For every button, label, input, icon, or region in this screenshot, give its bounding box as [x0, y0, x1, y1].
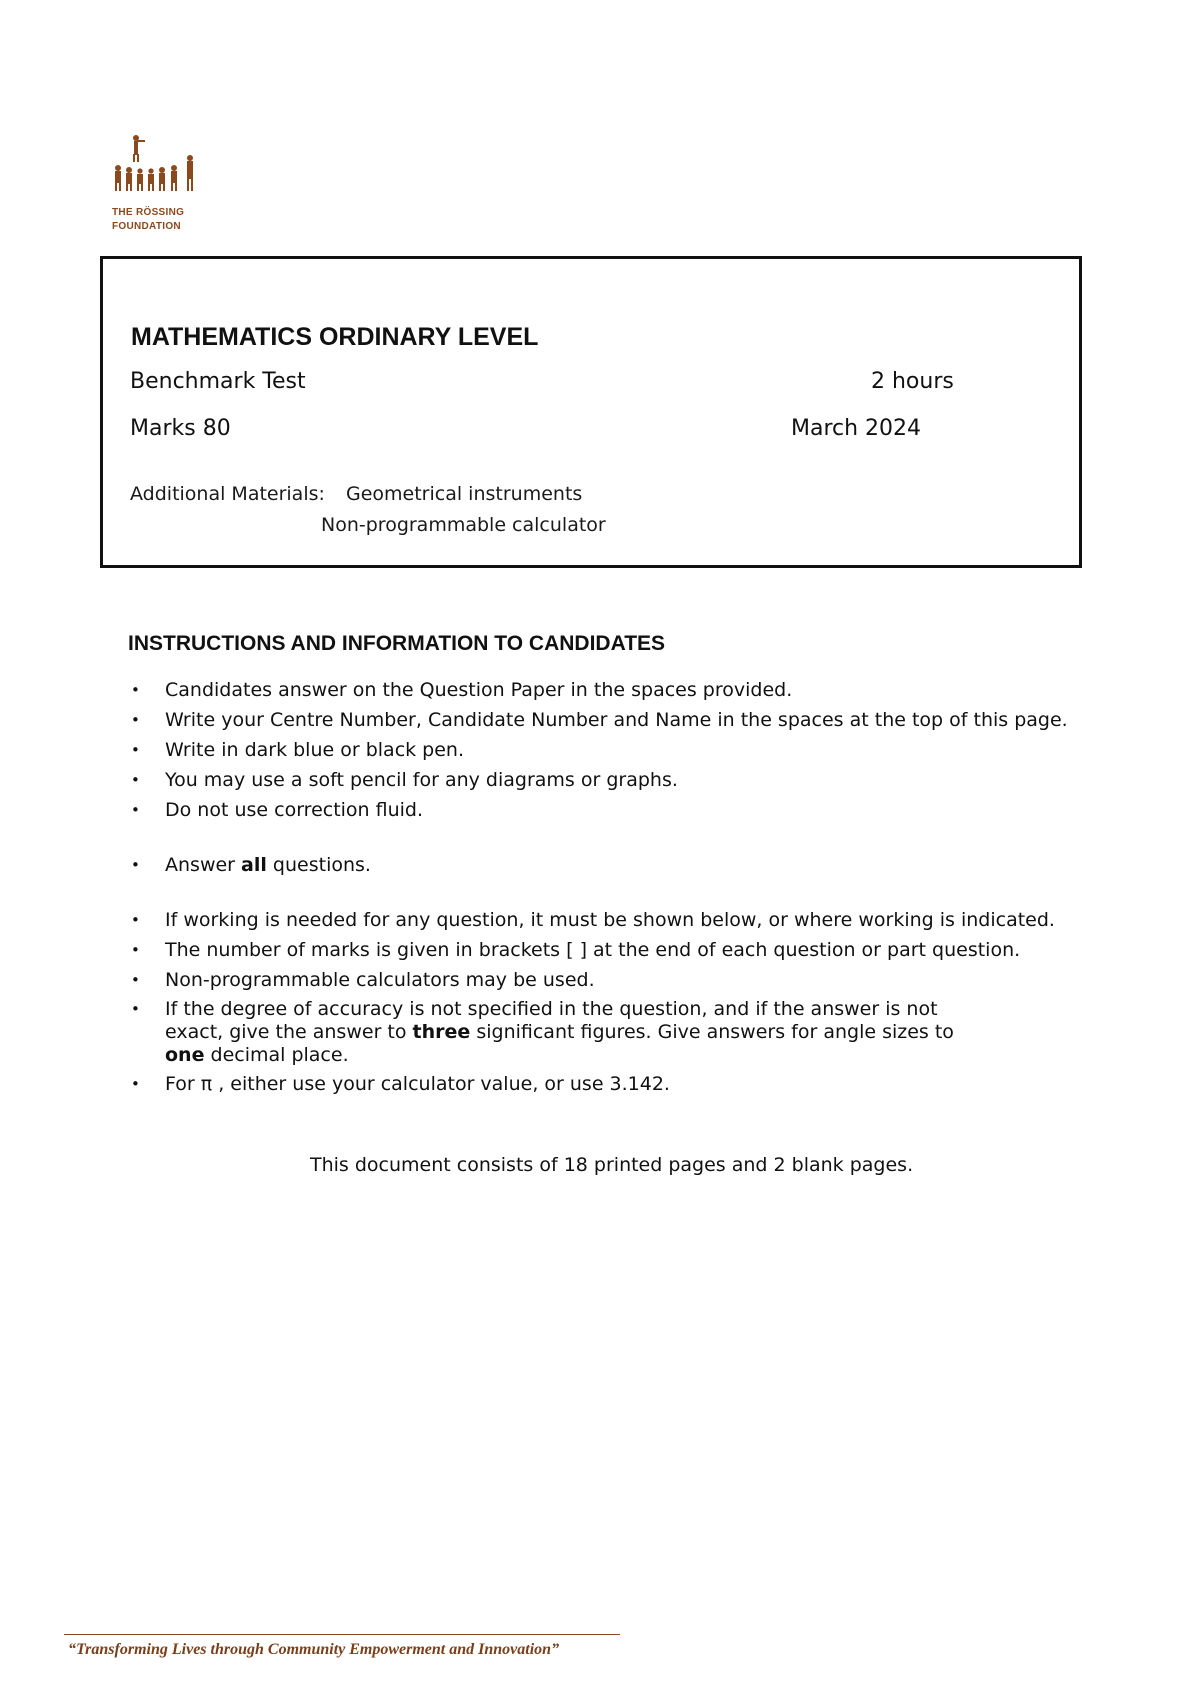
material-item: Non-programmable calculator: [321, 514, 606, 536]
foundation-logo-text: [112, 206, 212, 234]
instruction-text: significant figures. Give answers for angle sizes to: [470, 1021, 954, 1043]
instruction-text: questions.: [266, 854, 371, 876]
instruction-item: [128, 998, 1188, 1067]
instruction-item: • If working is needed for any question, it must be shown below, or where working is indicated.: [128, 908, 1188, 933]
instruction-item: • For π , either use your calculator value, or use 3.142.: [128, 1072, 1188, 1097]
material-item: Geometrical instruments: [346, 483, 583, 505]
instruction-item: • Non-programmable calculators may be used.: [128, 968, 1188, 993]
materials-label: Additional Materials:: [130, 483, 325, 505]
emphasis-text: all: [241, 854, 267, 876]
instructions-list: [128, 678, 1188, 1102]
exam-duration: 2 hours: [871, 369, 954, 394]
exam-marks: Marks 80: [130, 416, 231, 441]
footer-divider: [64, 1634, 620, 1635]
exam-subject: Benchmark Test: [130, 369, 306, 394]
exam-date: March 2024: [791, 416, 922, 441]
instruction-item: • The number of marks is given in brackets [ ] at the end of each question or part question.: [128, 938, 1188, 963]
logo-line-1: THE RÖSSING: [112, 207, 185, 218]
instruction-text: decimal place.: [204, 1044, 349, 1066]
exam-title: MATHEMATICS ORDINARY LEVEL: [131, 323, 539, 351]
foundation-logo: [112, 134, 212, 240]
instruction-text: Answer: [165, 854, 242, 876]
footer-motto: “Transforming Lives through Community Empowerment and Innovation”: [68, 1641, 560, 1658]
instructions-heading: INSTRUCTIONS AND INFORMATION TO CANDIDATES: [128, 632, 666, 655]
page-count-note: This document consists of 18 printed pages and 2 blank pages.: [310, 1154, 914, 1176]
instruction-text: If the degree of accuracy is not specified in the question, and if the answer is not: [165, 998, 938, 1020]
instruction-item: • Do not use correction fluid.: [128, 798, 1188, 823]
emphasis-text: three: [412, 1021, 471, 1043]
instruction-item: • Candidates answer on the Question Paper in the spaces provided.: [128, 678, 1188, 703]
instruction-item: [128, 853, 1188, 878]
logo-line-2: FOUNDATION: [112, 221, 181, 232]
instruction-text: exact, give the answer to: [165, 1021, 413, 1043]
emphasis-text: one: [165, 1044, 205, 1066]
exam-info-box: [100, 256, 1082, 568]
instruction-item: • Write in dark blue or black pen.: [128, 738, 1188, 763]
instruction-item: • You may use a soft pencil for any diagrams or graphs.: [128, 768, 1188, 793]
foundation-figures-icon: [112, 134, 202, 204]
instruction-item: • Write your Centre Number, Candidate Number and Name in the spaces at the top of this page.: [128, 708, 1188, 733]
